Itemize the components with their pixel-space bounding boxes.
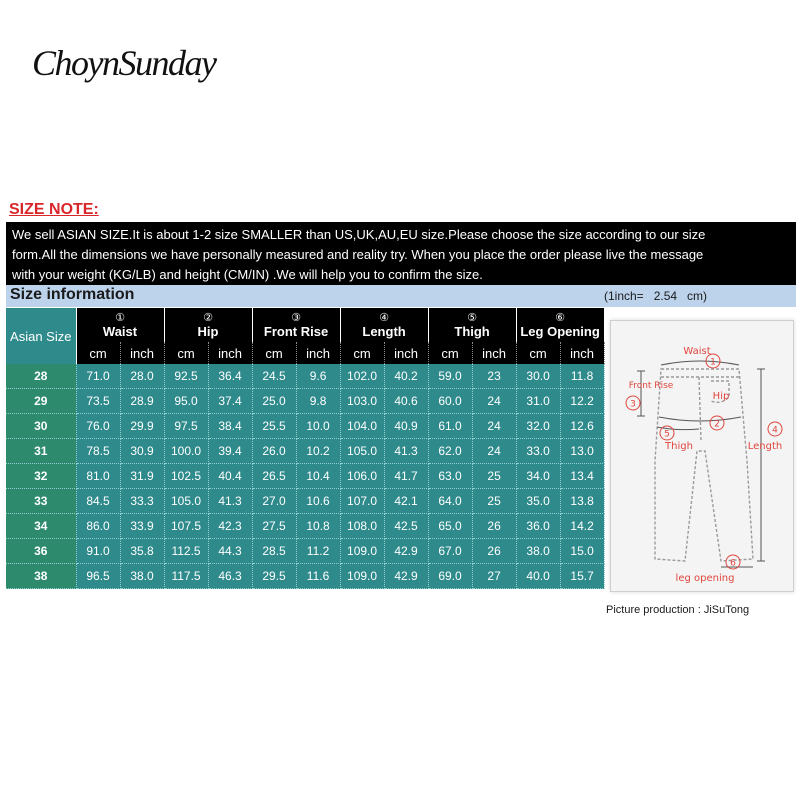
value-cell: 11.2 bbox=[296, 539, 340, 564]
value-cell: 42.9 bbox=[384, 539, 428, 564]
hip-diagram-label: Hip bbox=[712, 391, 730, 402]
value-cell: 13.0 bbox=[560, 439, 604, 464]
length-header bbox=[340, 308, 428, 342]
size-information-bar bbox=[6, 285, 796, 307]
value-cell: 67.0 bbox=[428, 539, 472, 564]
circle-2-label: 2 bbox=[714, 419, 720, 430]
value-cell: 41.3 bbox=[384, 439, 428, 464]
value-cell: 65.0 bbox=[428, 514, 472, 539]
value-cell: 105.0 bbox=[340, 439, 384, 464]
table-row bbox=[6, 489, 604, 514]
value-cell: 112.5 bbox=[164, 539, 208, 564]
value-cell: 37.4 bbox=[208, 389, 252, 414]
value-cell: 91.0 bbox=[76, 539, 120, 564]
value-cell: 102.0 bbox=[340, 364, 384, 389]
value-cell: 27.5 bbox=[252, 514, 296, 539]
value-cell: 78.5 bbox=[76, 439, 120, 464]
value-cell: 36.4 bbox=[208, 364, 252, 389]
brand-logo: ChoynSunday bbox=[32, 43, 216, 83]
value-cell: 24 bbox=[472, 439, 516, 464]
size-note-title: SIZE NOTE: bbox=[9, 201, 99, 218]
value-cell: 95.0 bbox=[164, 389, 208, 414]
circle-4-label: 4 bbox=[772, 425, 778, 436]
waist-header bbox=[76, 308, 164, 342]
value-cell: 30.0 bbox=[516, 364, 560, 389]
size-cell: 36 bbox=[6, 539, 76, 564]
size-cell: 32 bbox=[6, 464, 76, 489]
unit-cm: cm bbox=[428, 342, 472, 364]
value-cell: 11.6 bbox=[296, 564, 340, 589]
front-rise-number: ③ bbox=[291, 312, 301, 324]
value-cell: 107.0 bbox=[340, 489, 384, 514]
value-cell: 33.3 bbox=[120, 489, 164, 514]
circle-5-label: 5 bbox=[664, 429, 670, 440]
value-cell: 32.0 bbox=[516, 414, 560, 439]
value-cell: 100.0 bbox=[164, 439, 208, 464]
value-cell: 29.9 bbox=[120, 414, 164, 439]
value-cell: 97.5 bbox=[164, 414, 208, 439]
value-cell: 35.0 bbox=[516, 489, 560, 514]
unit-inch: inch bbox=[296, 342, 340, 364]
table-row bbox=[6, 389, 604, 414]
waist-number: ① bbox=[115, 312, 125, 324]
value-cell: 15.0 bbox=[560, 539, 604, 564]
value-cell: 31.9 bbox=[120, 464, 164, 489]
size-cell: 30 bbox=[6, 414, 76, 439]
size-cell: 38 bbox=[6, 564, 76, 589]
value-cell: 81.0 bbox=[76, 464, 120, 489]
value-cell: 59.0 bbox=[428, 364, 472, 389]
value-cell: 69.0 bbox=[428, 564, 472, 589]
value-cell: 96.5 bbox=[76, 564, 120, 589]
unit-cm: cm bbox=[340, 342, 384, 364]
table-row bbox=[6, 514, 604, 539]
measure-guides bbox=[637, 361, 765, 567]
value-cell: 39.4 bbox=[208, 439, 252, 464]
value-cell: 105.0 bbox=[164, 489, 208, 514]
leg-opening-number: ⑥ bbox=[555, 312, 566, 324]
value-cell: 10.8 bbox=[296, 514, 340, 539]
value-cell: 26.0 bbox=[252, 439, 296, 464]
value-cell: 27.0 bbox=[252, 489, 296, 514]
unit-inch: inch bbox=[120, 342, 164, 364]
front-rise-diagram-label: Front Rise bbox=[628, 381, 674, 391]
size-note-line-1: We sell ASIAN SIZE.It is about 1-2 size SMALLER than US,UK,AU,EU size.Please choose the size according to our size bbox=[12, 227, 706, 242]
value-cell: 46.3 bbox=[208, 564, 252, 589]
value-cell: 92.5 bbox=[164, 364, 208, 389]
value-cell: 24.5 bbox=[252, 364, 296, 389]
table-row bbox=[6, 564, 604, 589]
unit-cm: cm bbox=[164, 342, 208, 364]
size-note-line-2: form.All the dimensions we have personally measured and reality try. When you place the order please live the message bbox=[12, 247, 704, 262]
size-table bbox=[6, 308, 605, 589]
unit-header-row bbox=[6, 342, 604, 364]
value-cell: 28.0 bbox=[120, 364, 164, 389]
value-cell: 40.9 bbox=[384, 414, 428, 439]
value-cell: 35.8 bbox=[120, 539, 164, 564]
front-rise-label: Front Rise bbox=[263, 324, 329, 339]
value-cell: 60.0 bbox=[428, 389, 472, 414]
value-cell: 27 bbox=[472, 564, 516, 589]
value-cell: 38.0 bbox=[516, 539, 560, 564]
value-cell: 40.2 bbox=[384, 364, 428, 389]
value-cell: 9.6 bbox=[296, 364, 340, 389]
table-row bbox=[6, 414, 604, 439]
value-cell: 31.0 bbox=[516, 389, 560, 414]
value-cell: 109.0 bbox=[340, 539, 384, 564]
value-cell: 76.0 bbox=[76, 414, 120, 439]
value-cell: 23 bbox=[472, 364, 516, 389]
length-label: Length bbox=[362, 324, 406, 339]
table-row bbox=[6, 539, 604, 564]
value-cell: 25.5 bbox=[252, 414, 296, 439]
leg-opening-diagram-label: leg opening bbox=[675, 573, 735, 584]
value-cell: 109.0 bbox=[340, 564, 384, 589]
size-cell: 31 bbox=[6, 439, 76, 464]
value-cell: 104.0 bbox=[340, 414, 384, 439]
length-number: ④ bbox=[379, 312, 389, 324]
value-cell: 12.2 bbox=[560, 389, 604, 414]
value-cell: 63.0 bbox=[428, 464, 472, 489]
value-cell: 10.4 bbox=[296, 464, 340, 489]
value-cell: 10.6 bbox=[296, 489, 340, 514]
unit-inch: inch bbox=[208, 342, 252, 364]
value-cell: 24 bbox=[472, 389, 516, 414]
table-row bbox=[6, 439, 604, 464]
hip-header bbox=[164, 308, 252, 342]
hip-number: ② bbox=[203, 312, 213, 324]
value-cell: 107.5 bbox=[164, 514, 208, 539]
value-cell: 25 bbox=[472, 464, 516, 489]
value-cell: 44.3 bbox=[208, 539, 252, 564]
value-cell: 26 bbox=[472, 514, 516, 539]
value-cell: 26 bbox=[472, 539, 516, 564]
value-cell: 41.7 bbox=[384, 464, 428, 489]
picture-credit: Picture production : JiSuTong bbox=[606, 604, 750, 616]
pants-outline bbox=[655, 369, 753, 561]
unit-cm: cm bbox=[516, 342, 560, 364]
value-cell: 86.0 bbox=[76, 514, 120, 539]
value-cell: 12.6 bbox=[560, 414, 604, 439]
value-cell: 33.0 bbox=[516, 439, 560, 464]
unit-inch: inch bbox=[384, 342, 428, 364]
value-cell: 24 bbox=[472, 414, 516, 439]
circle-6-label: 6 bbox=[730, 558, 736, 569]
value-cell: 13.8 bbox=[560, 489, 604, 514]
value-cell: 34.0 bbox=[516, 464, 560, 489]
size-information-title: Size information bbox=[10, 286, 135, 303]
value-cell: 73.5 bbox=[76, 389, 120, 414]
leg-opening-header bbox=[516, 308, 604, 342]
pants-diagram bbox=[610, 320, 794, 592]
hip-label: Hip bbox=[197, 324, 219, 339]
value-cell: 108.0 bbox=[340, 514, 384, 539]
size-cell: 29 bbox=[6, 389, 76, 414]
value-cell: 25.0 bbox=[252, 389, 296, 414]
thigh-label: Thigh bbox=[454, 324, 490, 339]
table-row bbox=[6, 464, 604, 489]
waist-label: Waist bbox=[102, 324, 138, 339]
value-cell: 40.4 bbox=[208, 464, 252, 489]
value-cell: 102.5 bbox=[164, 464, 208, 489]
value-cell: 42.3 bbox=[208, 514, 252, 539]
size-cell: 28 bbox=[6, 364, 76, 389]
value-cell: 42.5 bbox=[384, 514, 428, 539]
value-cell: 36.0 bbox=[516, 514, 560, 539]
value-cell: 14.2 bbox=[560, 514, 604, 539]
asian-size-header: Asian Size bbox=[6, 308, 76, 364]
length-diagram-label: Length bbox=[747, 441, 783, 452]
unit-inch: inch bbox=[560, 342, 604, 364]
value-cell: 106.0 bbox=[340, 464, 384, 489]
leg-opening-label: Leg Opening bbox=[520, 324, 600, 339]
value-cell: 64.0 bbox=[428, 489, 472, 514]
value-cell: 84.5 bbox=[76, 489, 120, 514]
value-cell: 26.5 bbox=[252, 464, 296, 489]
size-note-line-3: with your weight (KG/LB) and height (CM/IN) .We will help you to confirm the size. bbox=[12, 267, 483, 282]
table-row bbox=[6, 364, 604, 389]
value-cell: 42.9 bbox=[384, 564, 428, 589]
unit-cm: cm bbox=[76, 342, 120, 364]
thigh-diagram-label: Thigh bbox=[665, 441, 693, 452]
value-cell: 71.0 bbox=[76, 364, 120, 389]
diagram-labels bbox=[629, 346, 783, 584]
thigh-number: ⑤ bbox=[467, 312, 477, 324]
inch-conversion-note: (1inch= 2.54 cm) bbox=[604, 289, 708, 303]
value-cell: 28.5 bbox=[252, 539, 296, 564]
circle-3-label: 3 bbox=[630, 399, 636, 410]
value-cell: 117.5 bbox=[164, 564, 208, 589]
unit-cm: cm bbox=[252, 342, 296, 364]
value-cell: 42.1 bbox=[384, 489, 428, 514]
value-cell: 13.4 bbox=[560, 464, 604, 489]
value-cell: 28.9 bbox=[120, 389, 164, 414]
front-rise-header bbox=[252, 308, 340, 342]
value-cell: 10.0 bbox=[296, 414, 340, 439]
value-cell: 40.6 bbox=[384, 389, 428, 414]
thigh-header bbox=[428, 308, 516, 342]
value-cell: 103.0 bbox=[340, 389, 384, 414]
size-cell: 34 bbox=[6, 514, 76, 539]
waist-diagram-label: Waist bbox=[683, 346, 711, 357]
value-cell: 29.5 bbox=[252, 564, 296, 589]
value-cell: 41.3 bbox=[208, 489, 252, 514]
value-cell: 9.8 bbox=[296, 389, 340, 414]
unit-inch: inch bbox=[472, 342, 516, 364]
circle-1-label: 1 bbox=[710, 357, 716, 368]
value-cell: 10.2 bbox=[296, 439, 340, 464]
value-cell: 33.9 bbox=[120, 514, 164, 539]
size-note-box bbox=[6, 222, 796, 285]
size-cell: 33 bbox=[6, 489, 76, 514]
value-cell: 62.0 bbox=[428, 439, 472, 464]
value-cell: 30.9 bbox=[120, 439, 164, 464]
value-cell: 38.0 bbox=[120, 564, 164, 589]
size-table-body bbox=[6, 364, 604, 589]
value-cell: 38.4 bbox=[208, 414, 252, 439]
value-cell: 61.0 bbox=[428, 414, 472, 439]
value-cell: 40.0 bbox=[516, 564, 560, 589]
value-cell: 15.7 bbox=[560, 564, 604, 589]
value-cell: 25 bbox=[472, 489, 516, 514]
table-header-row bbox=[6, 308, 604, 342]
value-cell: 11.8 bbox=[560, 364, 604, 389]
pants-diagram-svg bbox=[611, 321, 793, 591]
